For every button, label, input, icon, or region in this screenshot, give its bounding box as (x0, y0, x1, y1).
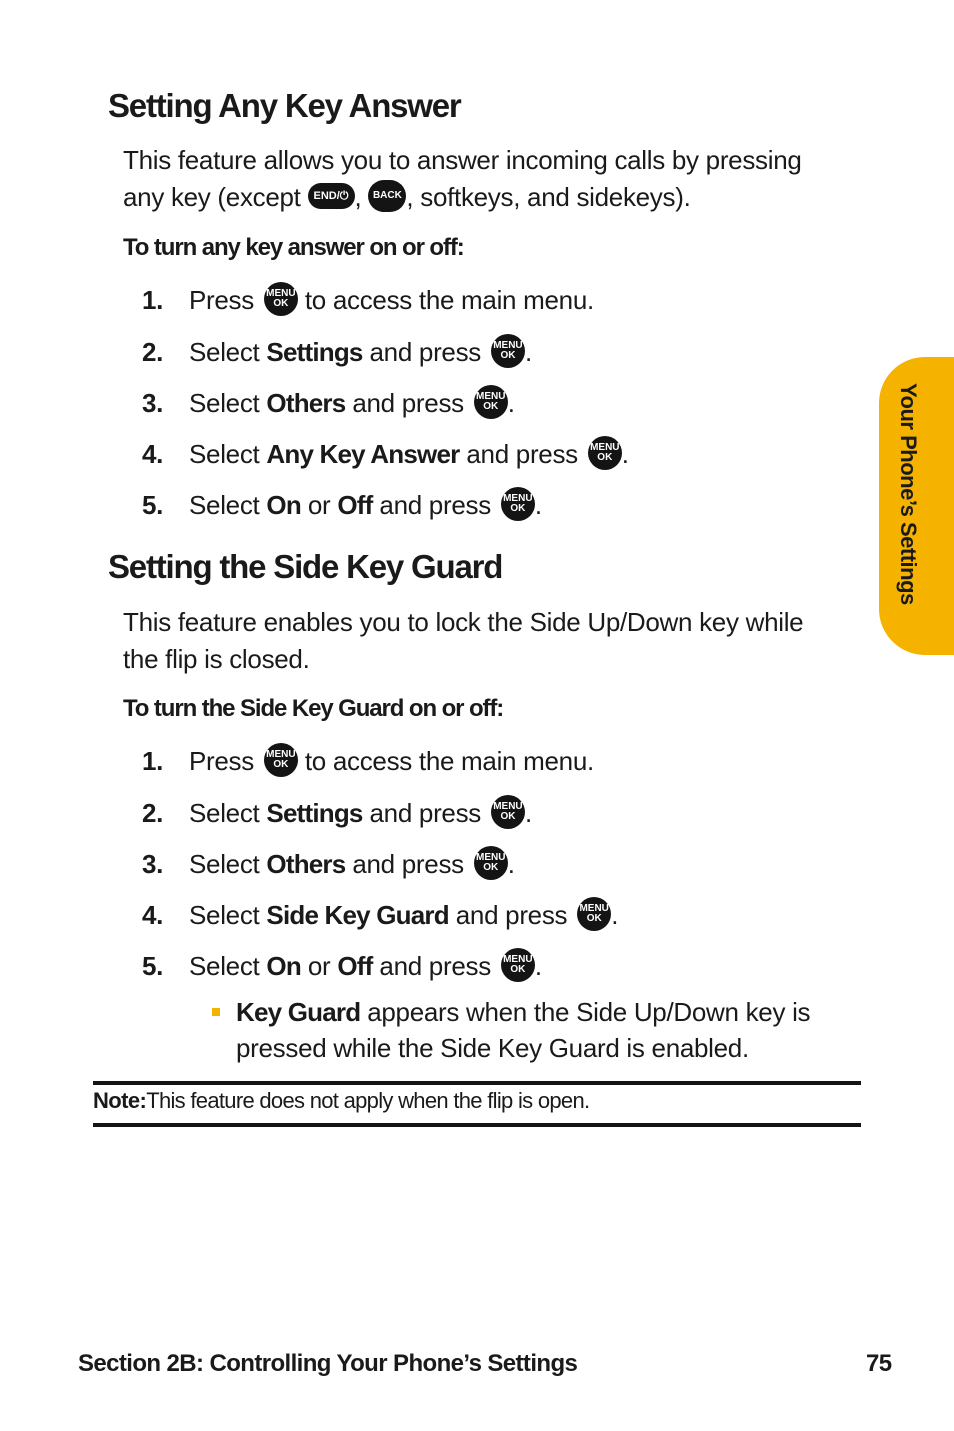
intro-comma: , (354, 182, 362, 212)
note-bottom-rule (93, 1123, 861, 1127)
step-text: Select Others and press MENU OK . (189, 385, 515, 422)
step-text: Select On or Off and press MENU OK . (189, 487, 542, 524)
menu-ok-key-icon: MENU OK (474, 846, 508, 880)
intro-line-2: the flip is closed. (123, 644, 310, 674)
step-text: Select Settings and press MENU OK . (189, 795, 532, 832)
back-key-icon: BACK (368, 180, 406, 212)
step-text: Select Any Key Answer and press MENU OK . (189, 436, 629, 473)
note-top-rule (93, 1081, 861, 1085)
step-number: 5. (142, 951, 164, 981)
intro-line-1: This feature allows you to answer incoming calls by pressing (123, 145, 802, 175)
intro-line-1: This feature enables you to lock the Side Up/Down key while (123, 607, 804, 637)
menu-ok-key-icon: MENU OK (501, 948, 535, 982)
step-number: 4. (142, 900, 164, 930)
step-text: Select Others and press MENU OK . (189, 846, 515, 883)
menu-ok-key-icon: MENU OK (588, 436, 622, 470)
section1-subhead: To turn any key answer on or off: (123, 234, 464, 261)
section-title-side-key-guard: Setting the Side Key Guard (108, 548, 503, 585)
section1-intro (123, 142, 853, 216)
footer-section: Section 2B: Controlling Your Phone’s Settings (78, 1350, 578, 1377)
menu-ok-key-icon: MENU OK (491, 334, 525, 368)
end-power-key-icon: END/⏻ (308, 183, 355, 209)
step-number: 2. (142, 337, 164, 367)
bullet-square-icon (212, 1008, 220, 1016)
key-guard-bullet: Key Guard appears when the Side Up/Down key is pressed while the Side Key Guard is enabled. (236, 997, 811, 1063)
menu-ok-key-icon: MENU OK (501, 487, 535, 521)
note-label: Note: (93, 1088, 147, 1113)
step-number: 3. (142, 388, 164, 418)
section-title-any-key-answer: Setting Any Key Answer (108, 87, 461, 124)
intro-line-2a: any key (except (123, 182, 301, 212)
menu-ok-key-icon: MENU OK (577, 897, 611, 931)
step-number: 4. (142, 439, 164, 469)
menu-ok-key-icon: MENU OK (264, 282, 298, 316)
step-number: 1. (142, 746, 164, 776)
step-number: 3. (142, 849, 164, 879)
step-number: 1. (142, 285, 164, 315)
menu-ok-key-icon: MENU OK (264, 743, 298, 777)
step-text: Select On or Off and press MENU OK . (189, 948, 542, 985)
menu-ok-key-icon: MENU OK (491, 795, 525, 829)
step-text: Select Settings and press MENU OK . (189, 334, 532, 371)
section2-intro (123, 604, 853, 678)
menu-ok-key-icon: MENU OK (474, 385, 508, 419)
step-text: Select Side Key Guard and press MENU OK . (189, 897, 618, 934)
note-text: This feature does not apply when the flip is open. (146, 1088, 590, 1113)
step-number: 2. (142, 798, 164, 828)
side-tab-label: Your Phone’s Settings (896, 383, 921, 605)
note (93, 1088, 589, 1114)
step-text: Press MENU OK to access the main menu. (189, 282, 594, 319)
intro-line-2b: , softkeys, and sidekeys). (406, 182, 691, 212)
step-text: Press MENU OK to access the main menu. (189, 743, 594, 780)
section2-subhead: To turn the Side Key Guard on or off: (123, 695, 504, 722)
page-number: 75 (866, 1350, 892, 1377)
step-number: 5. (142, 490, 164, 520)
